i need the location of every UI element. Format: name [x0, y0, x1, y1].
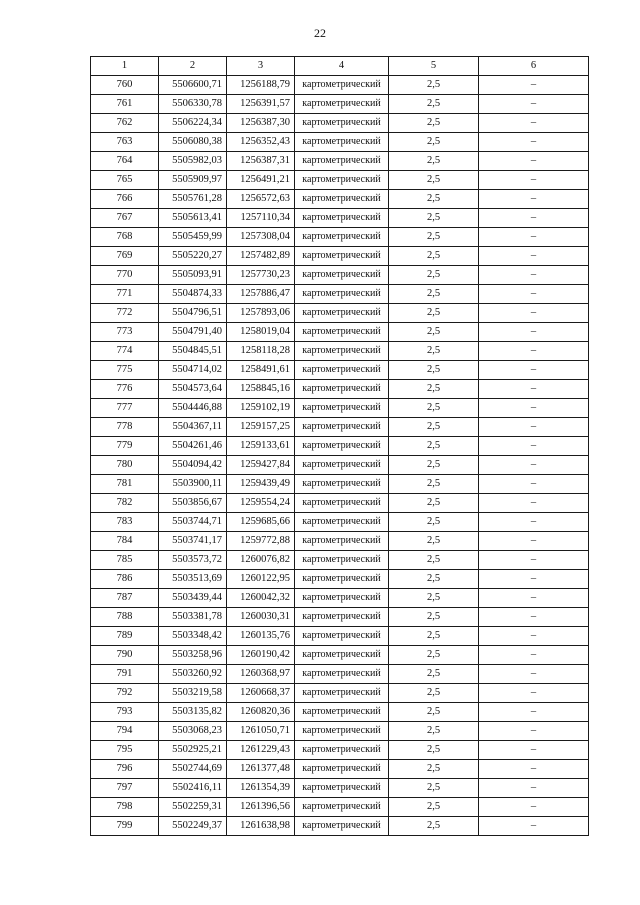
note-cell: – — [479, 266, 589, 285]
y-coordinate-cell: 1256572,63 — [227, 190, 295, 209]
accuracy-cell: 2,5 — [389, 532, 479, 551]
note-cell: – — [479, 627, 589, 646]
method-cell: картометрический — [295, 589, 389, 608]
y-coordinate-cell: 1259685,66 — [227, 513, 295, 532]
point-number-cell: 792 — [91, 684, 159, 703]
y-coordinate-cell: 1258019,04 — [227, 323, 295, 342]
method-cell: картометрический — [295, 114, 389, 133]
column-header: 3 — [227, 57, 295, 76]
note-cell: – — [479, 437, 589, 456]
x-coordinate-cell: 5505613,41 — [159, 209, 227, 228]
method-cell: картометрический — [295, 703, 389, 722]
accuracy-cell: 2,5 — [389, 285, 479, 304]
table-row — [91, 266, 589, 285]
note-cell: – — [479, 247, 589, 266]
y-coordinate-cell: 1256491,21 — [227, 171, 295, 190]
point-number-cell: 794 — [91, 722, 159, 741]
table-row — [91, 589, 589, 608]
point-number-cell: 778 — [91, 418, 159, 437]
x-coordinate-cell: 5505909,97 — [159, 171, 227, 190]
note-cell: – — [479, 798, 589, 817]
table-row — [91, 399, 589, 418]
y-coordinate-cell: 1261050,71 — [227, 722, 295, 741]
table-row — [91, 665, 589, 684]
accuracy-cell: 2,5 — [389, 247, 479, 266]
column-header: 4 — [295, 57, 389, 76]
accuracy-cell: 2,5 — [389, 114, 479, 133]
method-cell: картометрический — [295, 190, 389, 209]
x-coordinate-cell: 5502416,11 — [159, 779, 227, 798]
table-row — [91, 608, 589, 627]
point-number-cell: 766 — [91, 190, 159, 209]
accuracy-cell: 2,5 — [389, 608, 479, 627]
note-cell: – — [479, 152, 589, 171]
x-coordinate-cell: 5503068,23 — [159, 722, 227, 741]
table-row — [91, 684, 589, 703]
accuracy-cell: 2,5 — [389, 323, 479, 342]
accuracy-cell: 2,5 — [389, 665, 479, 684]
note-cell: – — [479, 494, 589, 513]
table-row — [91, 494, 589, 513]
note-cell: – — [479, 323, 589, 342]
note-cell: – — [479, 114, 589, 133]
point-number-cell: 795 — [91, 741, 159, 760]
accuracy-cell: 2,5 — [389, 703, 479, 722]
point-number-cell: 799 — [91, 817, 159, 836]
note-cell: – — [479, 361, 589, 380]
accuracy-cell: 2,5 — [389, 76, 479, 95]
accuracy-cell: 2,5 — [389, 209, 479, 228]
x-coordinate-cell: 5505459,99 — [159, 228, 227, 247]
accuracy-cell: 2,5 — [389, 304, 479, 323]
method-cell: картометрический — [295, 437, 389, 456]
table-row — [91, 722, 589, 741]
table-header-row — [91, 57, 589, 76]
note-cell: – — [479, 817, 589, 836]
point-number-cell: 765 — [91, 171, 159, 190]
accuracy-cell: 2,5 — [389, 418, 479, 437]
table-row — [91, 190, 589, 209]
point-number-cell: 767 — [91, 209, 159, 228]
accuracy-cell: 2,5 — [389, 190, 479, 209]
x-coordinate-cell: 5503856,67 — [159, 494, 227, 513]
x-coordinate-cell: 5504367,11 — [159, 418, 227, 437]
method-cell: картометрический — [295, 361, 389, 380]
point-number-cell: 777 — [91, 399, 159, 418]
y-coordinate-cell: 1259427,84 — [227, 456, 295, 475]
point-number-cell: 771 — [91, 285, 159, 304]
method-cell: картометрический — [295, 95, 389, 114]
table-row — [91, 817, 589, 836]
coordinates-table — [90, 56, 589, 836]
method-cell: картометрический — [295, 741, 389, 760]
method-cell: картометрический — [295, 608, 389, 627]
method-cell: картометрический — [295, 798, 389, 817]
column-header: 5 — [389, 57, 479, 76]
table-row — [91, 323, 589, 342]
x-coordinate-cell: 5504874,33 — [159, 285, 227, 304]
method-cell: картометрический — [295, 475, 389, 494]
x-coordinate-cell: 5503573,72 — [159, 551, 227, 570]
point-number-cell: 763 — [91, 133, 159, 152]
y-coordinate-cell: 1259133,61 — [227, 437, 295, 456]
x-coordinate-cell: 5506080,38 — [159, 133, 227, 152]
note-cell: – — [479, 76, 589, 95]
note-cell: – — [479, 456, 589, 475]
y-coordinate-cell: 1261377,48 — [227, 760, 295, 779]
point-number-cell: 769 — [91, 247, 159, 266]
point-number-cell: 776 — [91, 380, 159, 399]
table-row — [91, 551, 589, 570]
accuracy-cell: 2,5 — [389, 684, 479, 703]
accuracy-cell: 2,5 — [389, 456, 479, 475]
method-cell: картометрический — [295, 665, 389, 684]
x-coordinate-cell: 5505220,27 — [159, 247, 227, 266]
x-coordinate-cell: 5504796,51 — [159, 304, 227, 323]
note-cell: – — [479, 608, 589, 627]
method-cell: картометрический — [295, 323, 389, 342]
note-cell: – — [479, 779, 589, 798]
accuracy-cell: 2,5 — [389, 798, 479, 817]
y-coordinate-cell: 1259554,24 — [227, 494, 295, 513]
note-cell: – — [479, 684, 589, 703]
note-cell: – — [479, 304, 589, 323]
accuracy-cell: 2,5 — [389, 513, 479, 532]
y-coordinate-cell: 1258118,28 — [227, 342, 295, 361]
accuracy-cell: 2,5 — [389, 741, 479, 760]
y-coordinate-cell: 1260076,82 — [227, 551, 295, 570]
note-cell: – — [479, 342, 589, 361]
point-number-cell: 780 — [91, 456, 159, 475]
method-cell: картометрический — [295, 779, 389, 798]
y-coordinate-cell: 1260190,42 — [227, 646, 295, 665]
note-cell: – — [479, 190, 589, 209]
note-cell: – — [479, 665, 589, 684]
y-coordinate-cell: 1258845,16 — [227, 380, 295, 399]
method-cell: картометрический — [295, 627, 389, 646]
accuracy-cell: 2,5 — [389, 399, 479, 418]
method-cell: картометрический — [295, 513, 389, 532]
point-number-cell: 784 — [91, 532, 159, 551]
accuracy-cell: 2,5 — [389, 779, 479, 798]
table-row — [91, 532, 589, 551]
table-row — [91, 285, 589, 304]
table-row — [91, 95, 589, 114]
x-coordinate-cell: 5503381,78 — [159, 608, 227, 627]
method-cell: картометрический — [295, 494, 389, 513]
x-coordinate-cell: 5505761,28 — [159, 190, 227, 209]
accuracy-cell: 2,5 — [389, 228, 479, 247]
table-row — [91, 741, 589, 760]
method-cell: картометрический — [295, 76, 389, 95]
method-cell: картометрический — [295, 551, 389, 570]
y-coordinate-cell: 1259157,25 — [227, 418, 295, 437]
point-number-cell: 762 — [91, 114, 159, 133]
column-header: 2 — [159, 57, 227, 76]
y-coordinate-cell: 1256387,31 — [227, 152, 295, 171]
note-cell: – — [479, 646, 589, 665]
x-coordinate-cell: 5503744,71 — [159, 513, 227, 532]
x-coordinate-cell: 5503260,92 — [159, 665, 227, 684]
point-number-cell: 797 — [91, 779, 159, 798]
note-cell: – — [479, 209, 589, 228]
x-coordinate-cell: 5503900,11 — [159, 475, 227, 494]
accuracy-cell: 2,5 — [389, 817, 479, 836]
y-coordinate-cell: 1257893,06 — [227, 304, 295, 323]
table-row — [91, 703, 589, 722]
y-coordinate-cell: 1256352,43 — [227, 133, 295, 152]
x-coordinate-cell: 5502259,31 — [159, 798, 227, 817]
method-cell: картометрический — [295, 380, 389, 399]
table-row — [91, 304, 589, 323]
point-number-cell: 781 — [91, 475, 159, 494]
method-cell: картометрический — [295, 646, 389, 665]
table-row — [91, 627, 589, 646]
table-row — [91, 475, 589, 494]
x-coordinate-cell: 5504845,51 — [159, 342, 227, 361]
accuracy-cell: 2,5 — [389, 361, 479, 380]
point-number-cell: 772 — [91, 304, 159, 323]
y-coordinate-cell: 1260042,32 — [227, 589, 295, 608]
point-number-cell: 779 — [91, 437, 159, 456]
table-row — [91, 171, 589, 190]
method-cell: картометрический — [295, 152, 389, 171]
y-coordinate-cell: 1256391,57 — [227, 95, 295, 114]
table-row — [91, 456, 589, 475]
x-coordinate-cell: 5506330,78 — [159, 95, 227, 114]
note-cell: – — [479, 228, 589, 247]
point-number-cell: 761 — [91, 95, 159, 114]
x-coordinate-cell: 5504094,42 — [159, 456, 227, 475]
method-cell: картометрический — [295, 760, 389, 779]
method-cell: картометрический — [295, 342, 389, 361]
method-cell: картометрический — [295, 399, 389, 418]
y-coordinate-cell: 1260135,76 — [227, 627, 295, 646]
table-row — [91, 437, 589, 456]
method-cell: картометрический — [295, 247, 389, 266]
y-coordinate-cell: 1259439,49 — [227, 475, 295, 494]
y-coordinate-cell: 1261396,56 — [227, 798, 295, 817]
x-coordinate-cell: 5506224,34 — [159, 114, 227, 133]
method-cell: картометрический — [295, 209, 389, 228]
table-row — [91, 779, 589, 798]
note-cell: – — [479, 532, 589, 551]
y-coordinate-cell: 1259102,19 — [227, 399, 295, 418]
x-coordinate-cell: 5502744,69 — [159, 760, 227, 779]
y-coordinate-cell: 1261354,39 — [227, 779, 295, 798]
note-cell: – — [479, 171, 589, 190]
note-cell: – — [479, 133, 589, 152]
point-number-cell: 786 — [91, 570, 159, 589]
accuracy-cell: 2,5 — [389, 437, 479, 456]
point-number-cell: 774 — [91, 342, 159, 361]
point-number-cell: 793 — [91, 703, 159, 722]
x-coordinate-cell: 5504573,64 — [159, 380, 227, 399]
accuracy-cell: 2,5 — [389, 171, 479, 190]
accuracy-cell: 2,5 — [389, 133, 479, 152]
point-number-cell: 785 — [91, 551, 159, 570]
method-cell: картометрический — [295, 570, 389, 589]
point-number-cell: 788 — [91, 608, 159, 627]
table-row — [91, 209, 589, 228]
x-coordinate-cell: 5504791,40 — [159, 323, 227, 342]
x-coordinate-cell: 5505093,91 — [159, 266, 227, 285]
x-coordinate-cell: 5503439,44 — [159, 589, 227, 608]
y-coordinate-cell: 1260820,36 — [227, 703, 295, 722]
table-row — [91, 760, 589, 779]
table-row — [91, 418, 589, 437]
point-number-cell: 790 — [91, 646, 159, 665]
accuracy-cell: 2,5 — [389, 551, 479, 570]
point-number-cell: 798 — [91, 798, 159, 817]
x-coordinate-cell: 5503348,42 — [159, 627, 227, 646]
note-cell: – — [479, 475, 589, 494]
table-row — [91, 114, 589, 133]
y-coordinate-cell: 1261638,98 — [227, 817, 295, 836]
accuracy-cell: 2,5 — [389, 95, 479, 114]
method-cell: картометрический — [295, 133, 389, 152]
table-row — [91, 513, 589, 532]
x-coordinate-cell: 5503741,17 — [159, 532, 227, 551]
point-number-cell: 773 — [91, 323, 159, 342]
y-coordinate-cell: 1257482,89 — [227, 247, 295, 266]
y-coordinate-cell: 1257886,47 — [227, 285, 295, 304]
point-number-cell: 787 — [91, 589, 159, 608]
point-number-cell: 782 — [91, 494, 159, 513]
note-cell: – — [479, 741, 589, 760]
note-cell: – — [479, 285, 589, 304]
accuracy-cell: 2,5 — [389, 152, 479, 171]
y-coordinate-cell: 1261229,43 — [227, 741, 295, 760]
accuracy-cell: 2,5 — [389, 589, 479, 608]
y-coordinate-cell: 1256188,79 — [227, 76, 295, 95]
x-coordinate-cell: 5502249,37 — [159, 817, 227, 836]
point-number-cell: 783 — [91, 513, 159, 532]
point-number-cell: 796 — [91, 760, 159, 779]
accuracy-cell: 2,5 — [389, 570, 479, 589]
table-row — [91, 76, 589, 95]
x-coordinate-cell: 5504446,88 — [159, 399, 227, 418]
point-number-cell: 791 — [91, 665, 159, 684]
accuracy-cell: 2,5 — [389, 722, 479, 741]
point-number-cell: 770 — [91, 266, 159, 285]
table-body — [91, 76, 589, 836]
note-cell: – — [479, 95, 589, 114]
table-row — [91, 798, 589, 817]
point-number-cell: 775 — [91, 361, 159, 380]
note-cell: – — [479, 399, 589, 418]
method-cell: картометрический — [295, 228, 389, 247]
note-cell: – — [479, 380, 589, 399]
accuracy-cell: 2,5 — [389, 494, 479, 513]
method-cell: картометрический — [295, 817, 389, 836]
y-coordinate-cell: 1260368,97 — [227, 665, 295, 684]
y-coordinate-cell: 1260122,95 — [227, 570, 295, 589]
x-coordinate-cell: 5505982,03 — [159, 152, 227, 171]
x-coordinate-cell: 5504714,02 — [159, 361, 227, 380]
x-coordinate-cell: 5503513,69 — [159, 570, 227, 589]
y-coordinate-cell: 1258491,61 — [227, 361, 295, 380]
method-cell: картометрический — [295, 532, 389, 551]
y-coordinate-cell: 1257110,34 — [227, 209, 295, 228]
x-coordinate-cell: 5503258,96 — [159, 646, 227, 665]
y-coordinate-cell: 1257308,04 — [227, 228, 295, 247]
x-coordinate-cell: 5506600,71 — [159, 76, 227, 95]
accuracy-cell: 2,5 — [389, 266, 479, 285]
accuracy-cell: 2,5 — [389, 475, 479, 494]
table-row — [91, 133, 589, 152]
table-row — [91, 247, 589, 266]
method-cell: картометрический — [295, 285, 389, 304]
column-header: 6 — [479, 57, 589, 76]
table-row — [91, 570, 589, 589]
point-number-cell: 760 — [91, 76, 159, 95]
note-cell: – — [479, 570, 589, 589]
method-cell: картометрический — [295, 171, 389, 190]
note-cell: – — [479, 418, 589, 437]
y-coordinate-cell: 1257730,23 — [227, 266, 295, 285]
table-row — [91, 152, 589, 171]
y-coordinate-cell: 1260030,31 — [227, 608, 295, 627]
table-row — [91, 361, 589, 380]
method-cell: картометрический — [295, 304, 389, 323]
note-cell: – — [479, 589, 589, 608]
x-coordinate-cell: 5503219,58 — [159, 684, 227, 703]
y-coordinate-cell: 1259772,88 — [227, 532, 295, 551]
note-cell: – — [479, 513, 589, 532]
method-cell: картометрический — [295, 456, 389, 475]
method-cell: картометрический — [295, 722, 389, 741]
note-cell: – — [479, 551, 589, 570]
accuracy-cell: 2,5 — [389, 627, 479, 646]
point-number-cell: 789 — [91, 627, 159, 646]
accuracy-cell: 2,5 — [389, 342, 479, 361]
y-coordinate-cell: 1260668,37 — [227, 684, 295, 703]
method-cell: картометрический — [295, 266, 389, 285]
table-row — [91, 228, 589, 247]
x-coordinate-cell: 5504261,46 — [159, 437, 227, 456]
note-cell: – — [479, 760, 589, 779]
accuracy-cell: 2,5 — [389, 646, 479, 665]
method-cell: картометрический — [295, 418, 389, 437]
point-number-cell: 764 — [91, 152, 159, 171]
table-row — [91, 342, 589, 361]
note-cell: – — [479, 703, 589, 722]
table-row — [91, 380, 589, 399]
column-header: 1 — [91, 57, 159, 76]
x-coordinate-cell: 5502925,21 — [159, 741, 227, 760]
note-cell: – — [479, 722, 589, 741]
page-number: 22 — [314, 26, 326, 40]
y-coordinate-cell: 1256387,30 — [227, 114, 295, 133]
accuracy-cell: 2,5 — [389, 380, 479, 399]
accuracy-cell: 2,5 — [389, 760, 479, 779]
method-cell: картометрический — [295, 684, 389, 703]
x-coordinate-cell: 5503135,82 — [159, 703, 227, 722]
point-number-cell: 768 — [91, 228, 159, 247]
table-row — [91, 646, 589, 665]
